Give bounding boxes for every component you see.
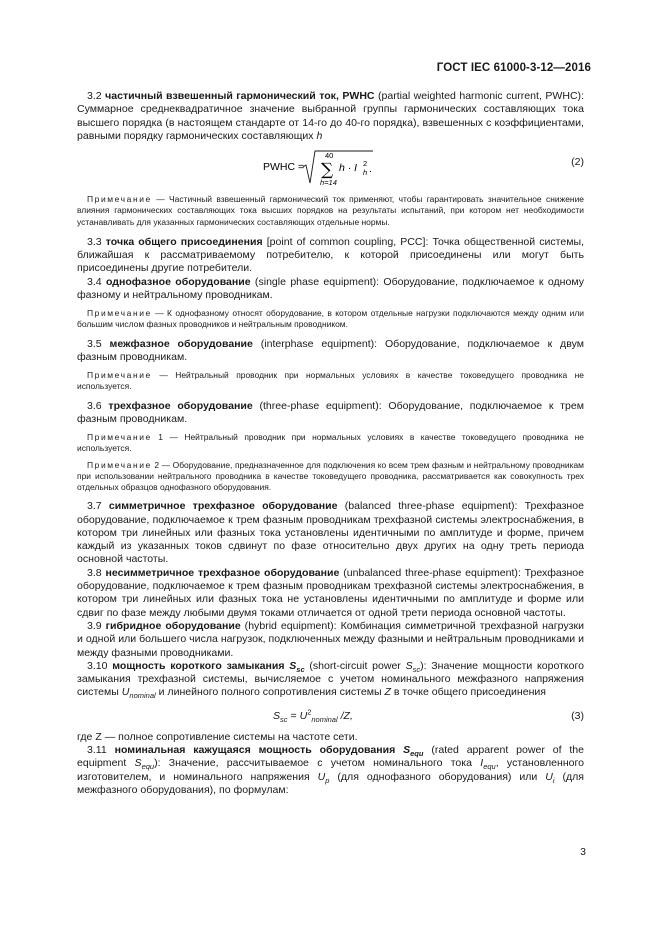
- formula-lhs: PWHC =: [263, 161, 305, 174]
- sum-upper: 40: [325, 151, 334, 161]
- page-number: 3: [580, 846, 586, 858]
- note-3-6-1: Примечание 1 — Нейтральный проводник при нормальных условиях в качестве токоведущего проводника не используется.: [77, 432, 584, 454]
- formula-end: .: [369, 163, 372, 176]
- clause-3-4: 3.4 однофазное оборудование (single phase equipment): Оборудование, подключаемое к одному фазному и нейтральному проводникам.: [77, 275, 584, 301]
- formula-2: [77, 148, 584, 188]
- sum-sign: ∑: [321, 160, 334, 181]
- page-content: [77, 90, 584, 797]
- clause-3-3: 3.3 точка общего присоединения [point of common coupling, PCC]: Точка общественной системы, ближайшая к рассматриваемому потребителю, к которой присоединены или могут быть присоединены другие потребители.: [77, 235, 584, 275]
- term-sub: h: [363, 168, 368, 178]
- clause-3-7: 3.7 симметричное трехфазное оборудование (balanced three-phase equipment): Трехфазное оборудование, подключаемое к трем фазным проводникам трехфазной системы электроснабжения, в котором три линейных или фазных тока установлены идентичными по амплитуде и форме, причем каждый из указанных токов сдвинут по фазе относительно двух других на одну треть периода основной частоты.: [77, 500, 584, 566]
- clause-3-5: 3.5 межфазное оборудование (interphase equipment): Оборудование, подключаемое к двум фазным проводникам.: [77, 337, 584, 363]
- note-3-5: Примечание — Нейтральный проводник при нормальных условиях в качестве токоведущего проводника не используется.: [77, 370, 584, 392]
- term: частичный взвешенный гармонический ток, PWHC: [105, 90, 375, 102]
- note-3-6-2: Примечание 2 — Оборудование, предназначенное для подключения ко всем трем фазным и нейтральному проводникам при использовании нейтрального проводника в качестве токоведущего проводника, рассматривается как совокупность трех отдельных образцов однофазного оборудования.: [77, 459, 584, 493]
- clause-3-8: 3.8 несимметричное трехфазное оборудование (unbalanced three-phase equipment): Трехфазное оборудование, подключаемое к трем фазным проводникам трехфазной системы электроснабжения, в котором три линейных или фазных тока не установлены идентичными по амплитуде и форме или сдвиг по фазе между любыми двумя токами отличается от одной трети периода основной частоты.: [77, 566, 585, 619]
- sum-lower: h=14: [320, 178, 337, 188]
- standard-header: ГОСТ IEC 61000-3-12—2016: [436, 62, 591, 74]
- clause-3-6: 3.6 трехфазное оборудование (three-phase equipment): Оборудование, подключаемое к трем фазным проводникам.: [77, 399, 584, 425]
- clause-3-2: 3.2 частичный взвешенный гармонический ток, PWHC (partial weighted harmonic current, PWHC): Суммарное среднеквадратичное значение выбранной группы гармонических составляющих тока высшего порядка (в настоящем стандарте от 14-го до 40-го порядка), взвешенных с коэффициентами, равными порядку гармонических составляющих h: [77, 90, 584, 142]
- term-sup: 2: [363, 159, 368, 169]
- formula-3-body: $S_{sc} = U^2_{nominal}$ /Z,: [273, 707, 353, 724]
- clause-3-9: 3.9 гибридное оборудование (hybrid equipment): Комбинация симметричной трехфазной нагрузки и одной или большего числа нагрузок, подключенных между фазными и нейтральным проводниками и между фазными проводниками.: [77, 619, 584, 659]
- where-z: где Z — полное сопротивление системы на частоте сети.: [77, 730, 358, 743]
- note-3-4: Примечание — К однофазному относят оборудование, в котором отдельные нагрузки подключаются между одним или большим числом фазных проводников и нейтральным проводником.: [77, 308, 584, 330]
- clause-3-10: 3.10 мощность короткого замыкания $S_{sc}$ (short-circuit power $S_{sc}$): Значение мощности короткого замыкания трехфазной системы, вычисляемое с учетом номинального межфазного напряжения системы $U_{nominal}$ и линейного полного сопротивления системы Z в точке общего присоединения: [77, 659, 585, 701]
- formula-number: (2): [571, 156, 584, 169]
- formula-3-number: (3): [571, 709, 584, 722]
- note-3-2: Примечание — Частичный взвешенный гармонический ток применяют, чтобы гарантировать значительное снижение влияния гармонических составляющих тока высших порядков на результаты испытаний, при котором нет необходимости устанавливать для указанных гармонических составляющих отдельные нормы.: [77, 194, 584, 227]
- sum-term: h · I: [339, 162, 358, 175]
- pwhc-formula-graphic: [77, 148, 584, 188]
- formula-3: [77, 706, 584, 728]
- clause-3-11: 3.11 номинальная кажущаяся мощность оборудования $S_{equ}$ (rated apparent power of the equipment $S_{equ}$): Значение, рассчитываемое с учетом номинального тока $I_{equ}$, установленного изготовителем, и номинального напряжения $U_p$ (для однофазного оборудования) или $U_i$ (для межфазного оборудования), по формулам:: [77, 744, 585, 796]
